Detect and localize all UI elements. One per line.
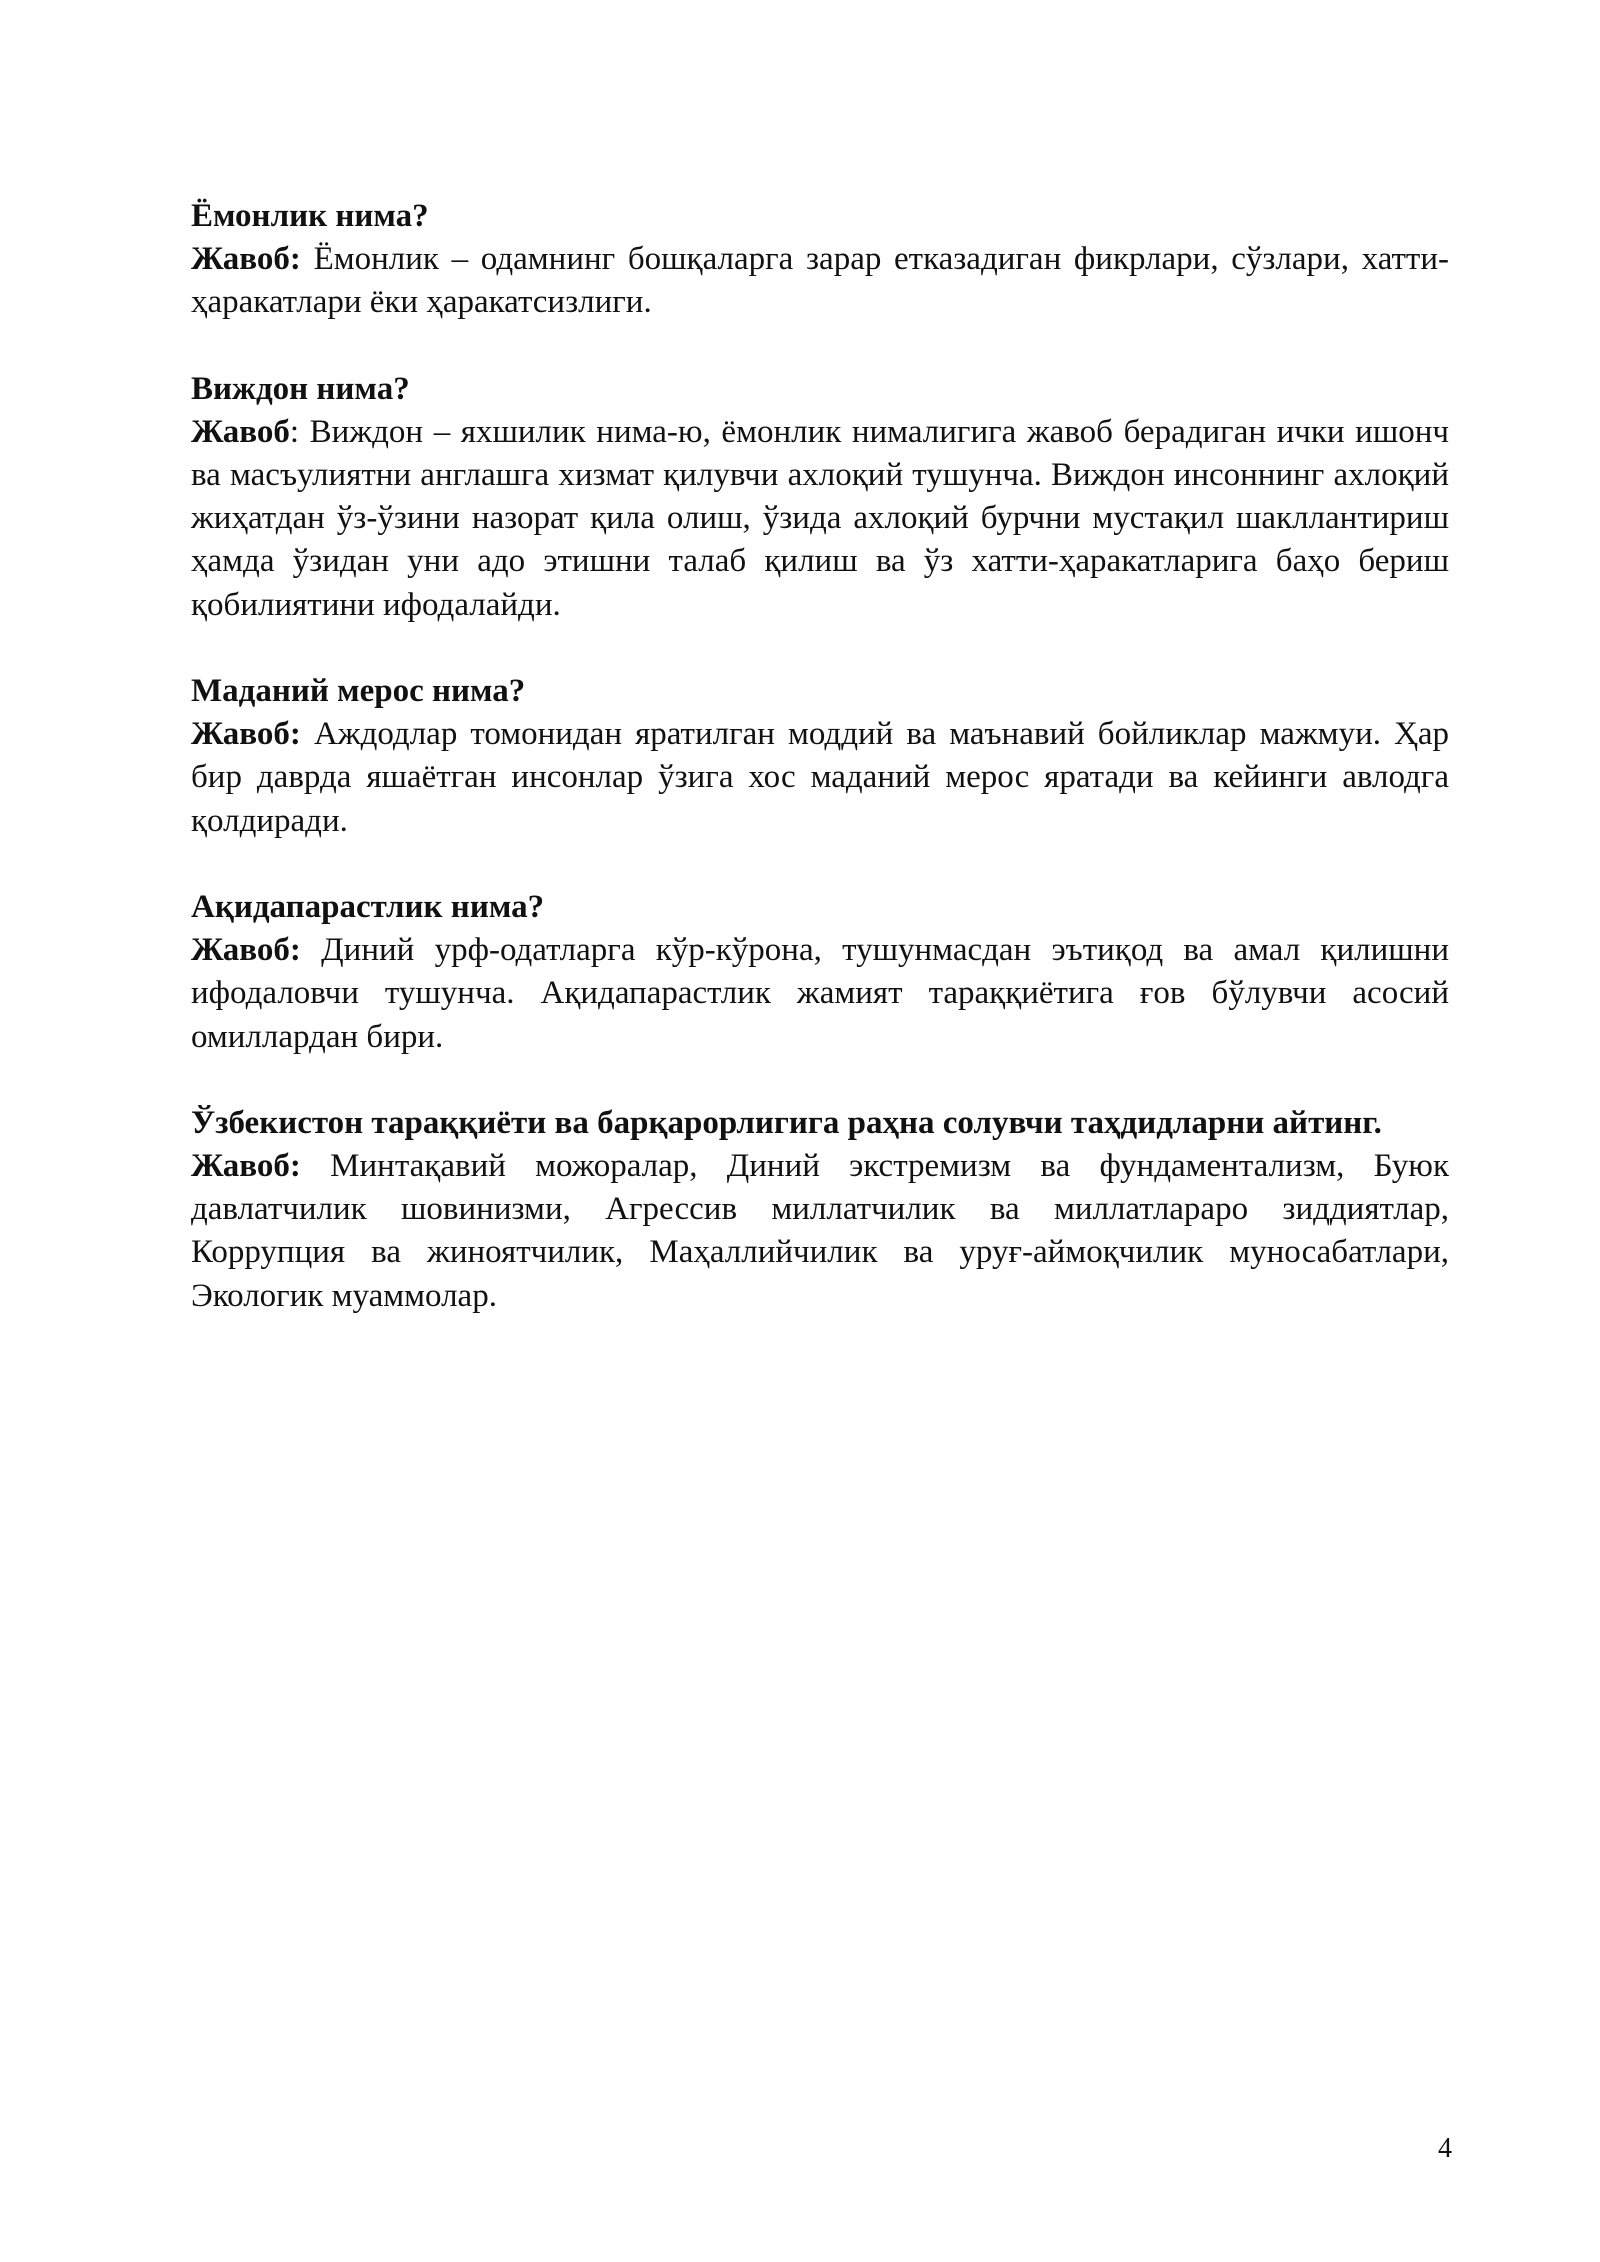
answer-paragraph bbox=[191, 1145, 1449, 1318]
question-heading: Ёмонлик нима? bbox=[191, 198, 429, 234]
answer-paragraph bbox=[191, 713, 1449, 843]
question-heading: Виждон нима? bbox=[191, 370, 410, 407]
answer-label: Жавоб: bbox=[191, 716, 301, 753]
answer-paragraph bbox=[191, 929, 1449, 1059]
question-heading: Маданий мерос нима? bbox=[191, 673, 526, 710]
question-heading: Ақидапарастлик нима? bbox=[191, 888, 545, 925]
question-heading: Ўзбекистон тараққиёти ва барқарорлигига раҳна солувчи таҳдидларни айтинг. bbox=[191, 1104, 1382, 1141]
qa-block-aqidaparastlik bbox=[191, 886, 1449, 1059]
answer-label: Жавоб: bbox=[191, 931, 301, 968]
qa-block-vijdon bbox=[191, 368, 1449, 627]
qa-block-emonlik bbox=[191, 195, 1449, 325]
answer-label: Жавоб: bbox=[191, 241, 301, 277]
answer-text: : Виждон – яхшилик нима-ю, ёмонлик нималигига жавоб берадиган ички ишонч ва масъулиятни англашга хизмат қилувчи ахлоқий тушунча. Виждон инсоннинг ахлоқий жиҳатдан ўз-ўзини назорат қила олиш, ўзида ахлоқий бурчни мустақил шакллантириш ҳамда ўзидан уни адо этишни талаб қилиш ва ўз хатти-ҳаракатларига баҳо бериш қобилиятини ифодалайди. bbox=[191, 413, 1449, 623]
answer-label: Жавоб: bbox=[191, 1147, 301, 1184]
document-page-content bbox=[191, 195, 1449, 1361]
answer-text: Минтақавий можоралар, Диний экстремизм ва фундаментализм, Буюк давлатчилик шовинизми, Агрессив миллатчилик ва миллатлараро зиддиятлар, Коррупция ва жиноятчилик, Маҳаллийчилик ва уруғ-аймоқчилик муносабатлари, Экологик муаммолар. bbox=[191, 1147, 1449, 1314]
answer-text: Аждодлар томонидан яратилган моддий ва маънавий бойликлар мажмуи. Ҳар бир даврда яшаётган инсонлар ўзига хос маданий мерос яратади ва кейинги авлодга қолдиради. bbox=[191, 716, 1449, 839]
page-number: 4 bbox=[1438, 2133, 1452, 2164]
qa-block-tahdidlar bbox=[191, 1102, 1449, 1318]
qa-block-madaniy-meros bbox=[191, 670, 1449, 843]
answer-paragraph bbox=[191, 411, 1449, 627]
answer-text: Диний урф-одатларга кўр-кўрона, тушунмасдан эътиқод ва амал қилишни ифодаловчи тушунча. Ақидапарастлик жамият тараққиётига ғов бўлувчи асосий омиллардан бири. bbox=[191, 931, 1449, 1055]
answer-label: Жавоб bbox=[191, 413, 290, 450]
answer-text: Ёмонлик – одамнинг бошқаларга зарар етказадиган фикрлари, сўзлари, хатти-ҳаракатлари ёки ҳаракатсизлиги. bbox=[191, 241, 1449, 321]
answer-paragraph bbox=[191, 238, 1449, 325]
